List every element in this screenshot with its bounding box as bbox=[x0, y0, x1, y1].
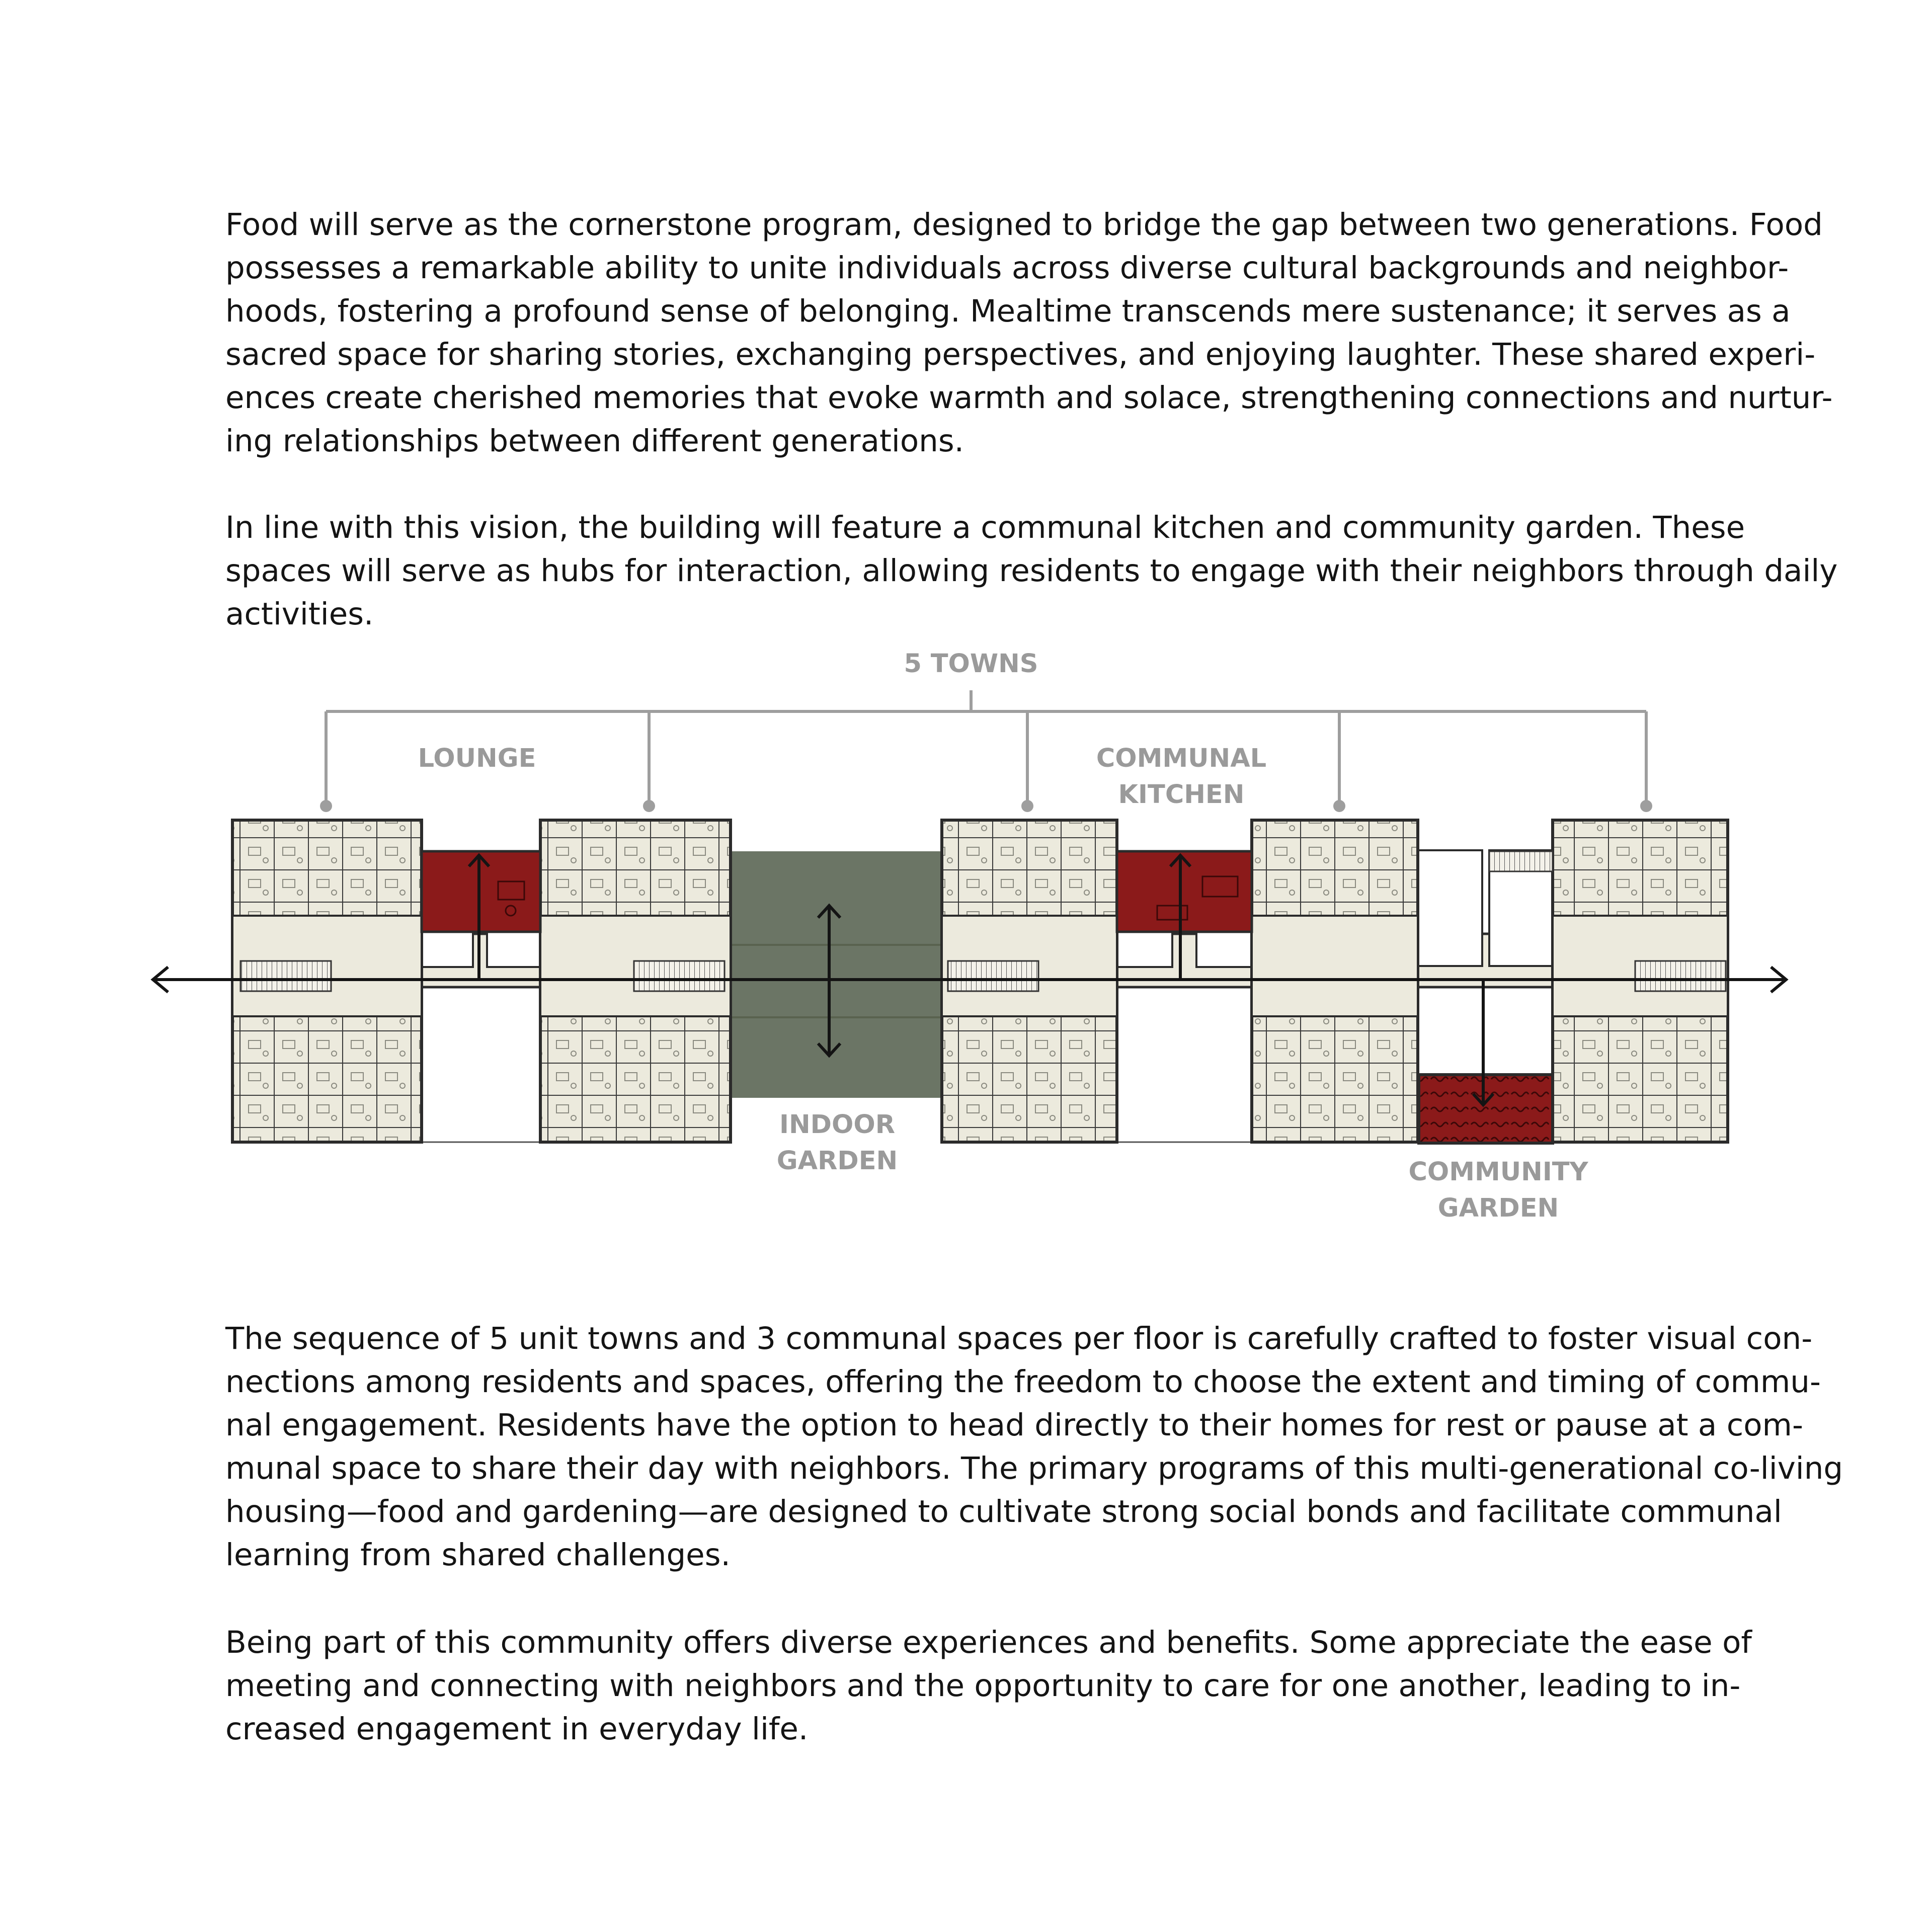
indoor-garden-label-line1: INDOOR bbox=[779, 1110, 895, 1140]
text-line: learning from shared challenges. bbox=[225, 1537, 731, 1573]
text-line: ing relationships between different generations. bbox=[225, 423, 964, 459]
lounge-label: LOUNGE bbox=[418, 744, 536, 773]
bracket-dots bbox=[320, 800, 1652, 812]
text-line: spaces will serve as hubs for interaction, allowing residents to engage with their neighbors through daily bbox=[225, 553, 1838, 589]
text-line: activities. bbox=[225, 596, 374, 632]
intro-paragraph bbox=[225, 203, 1833, 463]
community-garden-label-line1: COMMUNITY bbox=[1408, 1157, 1588, 1187]
text-line: nections among residents and spaces, offering the freedom to choose the extent and timing of commu- bbox=[225, 1364, 1821, 1400]
floor-plan-diagram bbox=[0, 634, 1932, 1278]
text-line: meeting and connecting with neighbors and the opportunity to care for one another, leading to in- bbox=[225, 1668, 1741, 1704]
text-line: sacred space for sharing stories, exchanging perspectives, and enjoying laughter. These shared experi- bbox=[225, 337, 1816, 372]
text-line: hoods, fostering a profound sense of belonging. Mealtime transcends mere sustenance; it serves as a bbox=[225, 293, 1791, 329]
text-line: Food will serve as the cornerstone program, designed to bridge the gap between two generations. Food bbox=[225, 207, 1823, 243]
indoor-garden-label-line2: GARDEN bbox=[776, 1146, 898, 1176]
text-line: creased engagement in everyday life. bbox=[225, 1711, 809, 1747]
towns-label: 5 TOWNS bbox=[904, 649, 1038, 679]
stair-hall bbox=[1489, 851, 1553, 871]
community-garden-label-line2: GARDEN bbox=[1437, 1193, 1559, 1223]
benefits-paragraph bbox=[225, 1621, 1755, 1751]
text-line: munal space to share their day with neighbors. The primary programs of this multi-generational co-living bbox=[225, 1451, 1843, 1486]
text-line: nal engagement. Residents have the option to head directly to their homes for rest or pause at a com- bbox=[225, 1407, 1803, 1443]
sequence-paragraph bbox=[225, 1317, 1843, 1577]
text-line: possesses a remarkable ability to unite individuals across diverse cultural backgrounds and neighbor- bbox=[225, 250, 1789, 286]
text-line: housing—food and gardening—are designed to cultivate strong social bonds and facilitate communal bbox=[225, 1494, 1782, 1530]
kitchen-label-line2: KITCHEN bbox=[1118, 780, 1245, 810]
vision-paragraph bbox=[225, 506, 1838, 636]
text-line: ences create cherished memories that evoke warmth and solace, strengthening connections and nurtur- bbox=[225, 380, 1833, 416]
community-garden-space bbox=[1419, 1075, 1553, 1143]
indoor-garden-block bbox=[731, 851, 942, 1098]
lounge-space bbox=[422, 851, 540, 932]
text-line: In line with this vision, the building will feature a communal kitchen and community garden. These bbox=[225, 510, 1745, 545]
text-line: Being part of this community offers diverse experiences and benefits. Some appreciate the ease of bbox=[225, 1625, 1752, 1660]
kitchen-label-line1: COMMUNAL bbox=[1096, 744, 1267, 773]
communal-kitchen-space bbox=[1117, 851, 1252, 932]
text-line: The sequence of 5 unit towns and 3 communal spaces per floor is carefully crafted to foster visual con- bbox=[225, 1321, 1813, 1356]
